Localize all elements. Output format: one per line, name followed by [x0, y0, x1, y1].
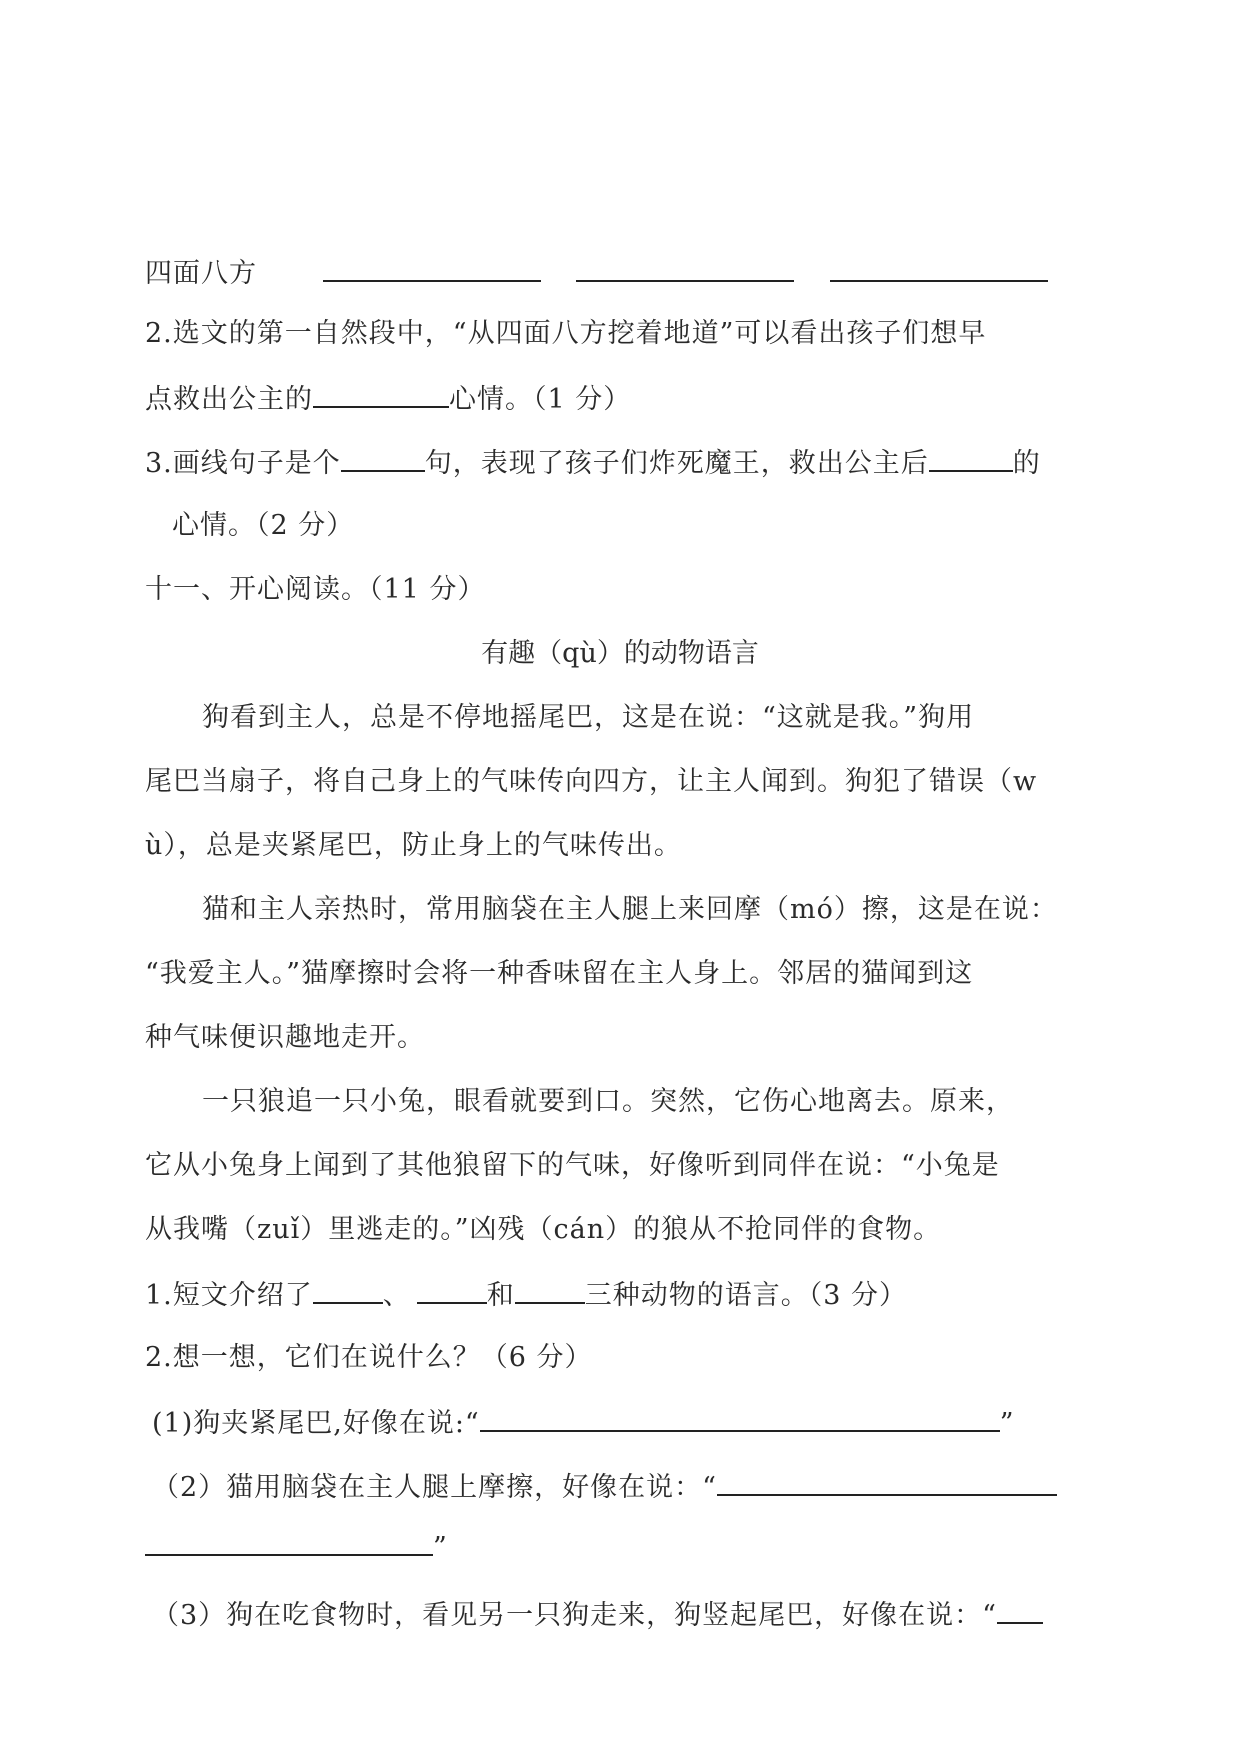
question-11-2: 2.想一想，它们在说什么？（6 分）	[145, 1342, 593, 1373]
sub-question-1	[152, 1402, 1015, 1444]
phrase-sifangbafang: 四面八方	[145, 258, 257, 289]
answer-blank-dog-food[interactable]	[997, 1594, 1043, 1624]
answer-blank-animal-2[interactable]	[417, 1274, 487, 1304]
passage-p3-line-1: 一只狼追一只小兔，眼看就要到口。突然，它伤心地离去。原来，	[202, 1086, 1014, 1117]
sub-question-2-quote-end: ”	[433, 1532, 448, 1563]
question-11-1	[145, 1274, 907, 1316]
answer-blank-cat-2[interactable]	[145, 1526, 433, 1556]
sub-question-1-text: (1)狗夹紧尾巴,好像在说:“	[152, 1408, 480, 1439]
question-11-1-text-c: 和	[486, 1280, 515, 1311]
answer-blank-mood[interactable]	[313, 378, 449, 408]
question-3-line-2: 心情。（2 分）	[172, 510, 355, 541]
answer-blank-2[interactable]	[576, 252, 794, 282]
question-11-1-text-d: 三种动物的语言。（3 分）	[584, 1280, 908, 1311]
passage-p2-line-1: 猫和主人亲热时，常用脑袋在主人腿上来回摩（mó）擦，这是在说：	[202, 894, 1058, 925]
sub-question-1-quote-end: ”	[999, 1408, 1015, 1439]
passage-p1-line-2: 尾巴当扇子，将自己身上的气味传向四方，让主人闻到。狗犯了错误（w	[145, 766, 1038, 797]
answer-blank-sentence-type[interactable]	[341, 442, 425, 472]
section-11-heading: 十一、开心阅读。（11 分）	[145, 574, 486, 605]
sub-question-3-text: （3）狗在吃食物时，看见另一只狗走来，狗竖起尾巴，好像在说：“	[152, 1600, 997, 1631]
question-11-1-text-b: 、	[382, 1280, 411, 1311]
question-2-text-a: 点救出公主的	[145, 384, 313, 415]
passage-p3-line-3: 从我嘴（zuǐ）里逃走的。”凶残（cán）的狼从不抢同伴的食物。	[145, 1214, 942, 1245]
question-3-text-a: 3.画线句子是个	[145, 448, 341, 479]
question-3-text-c: 的	[1012, 448, 1041, 479]
question-2-line-2	[145, 378, 631, 420]
passage-p3-line-2: 它从小兔身上闻到了其他狼留下的气味，好像听到同伴在说：“小兔是	[145, 1150, 1000, 1181]
passage-p2-line-3: 种气味便识趣地走开。	[145, 1022, 425, 1053]
answer-blank-feeling[interactable]	[929, 442, 1013, 472]
answer-blank-cat-1[interactable]	[717, 1466, 1057, 1496]
answer-blank-animal-1[interactable]	[313, 1274, 383, 1304]
sub-question-2-text: （2）猫用脑袋在主人腿上摩擦，好像在说：“	[152, 1472, 717, 1503]
question-2-line-1: 2.选文的第一自然段中，“从四面八方挖着地道”可以看出孩子们想早	[145, 318, 987, 349]
passage-title: 有趣（qù）的动物语言	[481, 638, 759, 669]
sub-question-2	[152, 1466, 1057, 1508]
question-3-line-1	[145, 442, 1041, 484]
question-3-text-b: 句，表现了孩子们炸死魔王，救出公主后	[424, 448, 929, 479]
sub-question-3	[152, 1594, 1043, 1636]
answer-blank-3[interactable]	[830, 252, 1048, 282]
passage-p2-line-2: “我爱主人。”猫摩擦时会将一种香味留在主人身上。邻居的猫闻到这	[145, 958, 974, 989]
answer-blank-animal-3[interactable]	[515, 1274, 585, 1304]
answer-blank-1[interactable]	[323, 252, 541, 282]
question-11-1-text-a: 1.短文介绍了	[145, 1280, 313, 1311]
passage-p1-line-3: ù），总是夹紧尾巴，防止身上的气味传出。	[145, 830, 682, 861]
passage-p1-line-1: 狗看到主人，总是不停地摇尾巴，这是在说：“这就是我。”狗用	[202, 702, 975, 733]
question-2-text-b: 心情。（1 分）	[449, 384, 632, 415]
answer-blank-dog[interactable]	[480, 1402, 1000, 1432]
sub-question-2-continued	[145, 1526, 448, 1568]
phrase-row	[145, 252, 1048, 294]
